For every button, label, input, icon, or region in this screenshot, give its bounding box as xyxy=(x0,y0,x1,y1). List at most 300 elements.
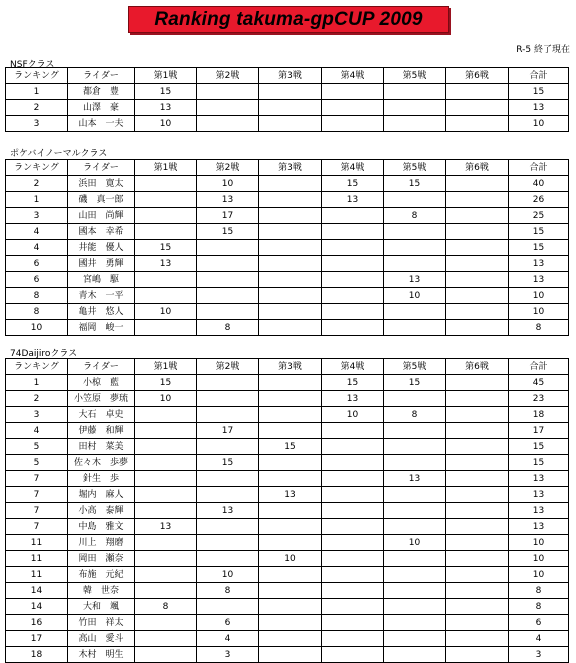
table-row xyxy=(6,567,569,583)
cell-race3 xyxy=(259,240,322,256)
table-row xyxy=(6,304,569,320)
column-header-rank: ランキング xyxy=(6,68,68,84)
cell-race4 xyxy=(322,240,384,256)
cell-race4: 13 xyxy=(322,391,384,407)
cell-total: 8 xyxy=(509,320,569,336)
cell-race1 xyxy=(135,288,197,304)
cell-race2: 10 xyxy=(197,567,259,583)
cell-rank: 2 xyxy=(6,100,68,116)
cell-race2: 3 xyxy=(197,647,259,663)
cell-total: 3 xyxy=(509,647,569,663)
table-row xyxy=(6,487,569,503)
column-header-total: 合計 xyxy=(509,68,569,84)
cell-race6 xyxy=(446,192,509,208)
column-header-race3: 第3戦 xyxy=(259,359,322,375)
cell-race6 xyxy=(446,256,509,272)
cell-race5 xyxy=(384,116,446,132)
column-header-race1: 第1戦 xyxy=(135,160,197,176)
cell-rank: 11 xyxy=(6,551,68,567)
column-header-race6: 第6戦 xyxy=(446,160,509,176)
cell-race2 xyxy=(197,487,259,503)
cell-race4 xyxy=(322,599,384,615)
table-row xyxy=(6,272,569,288)
cell-race1: 10 xyxy=(135,391,197,407)
cell-rank: 7 xyxy=(6,487,68,503)
cell-race6 xyxy=(446,224,509,240)
table-row xyxy=(6,503,569,519)
column-header-race1: 第1戦 xyxy=(135,68,197,84)
column-header-rider: ライダー xyxy=(68,68,135,84)
column-header-race2: 第2戦 xyxy=(197,68,259,84)
cell-total: 13 xyxy=(509,487,569,503)
cell-race6 xyxy=(446,391,509,407)
cell-total: 13 xyxy=(509,471,569,487)
cell-rank: 16 xyxy=(6,615,68,631)
table-row xyxy=(6,455,569,471)
cell-race3 xyxy=(259,272,322,288)
status-text: R-5 終了現在 xyxy=(516,45,570,55)
cell-race3 xyxy=(259,631,322,647)
cell-race2: 4 xyxy=(197,631,259,647)
cell-race2: 10 xyxy=(197,176,259,192)
cell-rider: 木村 明生 xyxy=(68,647,135,663)
cell-race5 xyxy=(384,519,446,535)
cell-total: 10 xyxy=(509,116,569,132)
cell-race2: 17 xyxy=(197,423,259,439)
cell-race6 xyxy=(446,100,509,116)
cell-total: 13 xyxy=(509,272,569,288)
cell-race4 xyxy=(322,100,384,116)
cell-race5 xyxy=(384,391,446,407)
cell-race5 xyxy=(384,487,446,503)
cell-total: 45 xyxy=(509,375,569,391)
cell-race3 xyxy=(259,503,322,519)
column-header-race3: 第3戦 xyxy=(259,160,322,176)
table-row xyxy=(6,375,569,391)
cell-rank: 5 xyxy=(6,439,68,455)
cell-race4 xyxy=(322,551,384,567)
cell-race6 xyxy=(446,240,509,256)
cell-rider: 中島 雅文 xyxy=(68,519,135,535)
cell-rider: 福岡 峻一 xyxy=(68,320,135,336)
cell-race5 xyxy=(384,224,446,240)
cell-rider: 高山 愛斗 xyxy=(68,631,135,647)
cell-race1 xyxy=(135,192,197,208)
cell-race3 xyxy=(259,519,322,535)
table-row xyxy=(6,116,569,132)
column-header-total: 合計 xyxy=(509,160,569,176)
cell-race6 xyxy=(446,647,509,663)
cell-race1: 15 xyxy=(135,240,197,256)
cell-race1 xyxy=(135,455,197,471)
cell-race4 xyxy=(322,471,384,487)
cell-race5 xyxy=(384,551,446,567)
cell-rank: 1 xyxy=(6,192,68,208)
cell-total: 8 xyxy=(509,583,569,599)
cell-race6 xyxy=(446,615,509,631)
cell-race6 xyxy=(446,272,509,288)
cell-total: 18 xyxy=(509,407,569,423)
cell-race5 xyxy=(384,631,446,647)
cell-race5: 10 xyxy=(384,535,446,551)
cell-race5: 15 xyxy=(384,375,446,391)
cell-race3 xyxy=(259,288,322,304)
column-header-race2: 第2戦 xyxy=(197,359,259,375)
cell-total: 26 xyxy=(509,192,569,208)
cell-race6 xyxy=(446,304,509,320)
cell-race6 xyxy=(446,535,509,551)
cell-race4 xyxy=(322,116,384,132)
cell-race1 xyxy=(135,647,197,663)
cell-total: 25 xyxy=(509,208,569,224)
cell-race5 xyxy=(384,192,446,208)
cell-race2 xyxy=(197,599,259,615)
table-row xyxy=(6,471,569,487)
cell-race4 xyxy=(322,487,384,503)
cell-rank: 10 xyxy=(6,320,68,336)
ranking-table-nsf xyxy=(5,67,569,132)
cell-rider: 磯 真一郎 xyxy=(68,192,135,208)
cell-race5 xyxy=(384,615,446,631)
cell-race5 xyxy=(384,100,446,116)
class-name-pokebike: ポケバイノーマルクラス xyxy=(10,149,108,159)
cell-rider: 小高 泰輝 xyxy=(68,503,135,519)
cell-total: 15 xyxy=(509,240,569,256)
cell-total: 10 xyxy=(509,304,569,320)
cell-race2 xyxy=(197,439,259,455)
cell-race4 xyxy=(322,455,384,471)
cell-race2 xyxy=(197,116,259,132)
cell-total: 10 xyxy=(509,551,569,567)
cell-race2 xyxy=(197,240,259,256)
cell-race6 xyxy=(446,439,509,455)
class-name-nsf: NSFクラス xyxy=(10,60,55,70)
cell-total: 10 xyxy=(509,567,569,583)
cell-race1 xyxy=(135,224,197,240)
cell-race1: 10 xyxy=(135,304,197,320)
cell-race5 xyxy=(384,256,446,272)
cell-rank: 7 xyxy=(6,471,68,487)
cell-race4 xyxy=(322,320,384,336)
cell-race6 xyxy=(446,176,509,192)
cell-rider: 山本 一夫 xyxy=(68,116,135,132)
cell-race2 xyxy=(197,272,259,288)
cell-race6 xyxy=(446,599,509,615)
cell-race1: 8 xyxy=(135,599,197,615)
cell-rider: 田村 菜美 xyxy=(68,439,135,455)
cell-race1: 15 xyxy=(135,84,197,100)
cell-race6 xyxy=(446,519,509,535)
table-header-row xyxy=(6,359,569,375)
cell-race3 xyxy=(259,615,322,631)
cell-rider: 山澤 豪 xyxy=(68,100,135,116)
cell-race4 xyxy=(322,256,384,272)
table-row xyxy=(6,84,569,100)
table-row xyxy=(6,176,569,192)
cell-race1 xyxy=(135,272,197,288)
cell-race6 xyxy=(446,320,509,336)
table-row xyxy=(6,631,569,647)
cell-race5 xyxy=(384,647,446,663)
cell-race5: 10 xyxy=(384,288,446,304)
cell-race6 xyxy=(446,503,509,519)
cell-rank: 1 xyxy=(6,84,68,100)
cell-race4 xyxy=(322,647,384,663)
cell-race5: 13 xyxy=(384,272,446,288)
cell-race1 xyxy=(135,320,197,336)
cell-total: 6 xyxy=(509,615,569,631)
cell-total: 15 xyxy=(509,455,569,471)
cell-rider: 井能 優人 xyxy=(68,240,135,256)
cell-rider: 大和 颯 xyxy=(68,599,135,615)
cell-race4 xyxy=(322,503,384,519)
cell-total: 13 xyxy=(509,100,569,116)
cell-race3 xyxy=(259,256,322,272)
cell-rank: 6 xyxy=(6,256,68,272)
cell-rider: 竹田 祥太 xyxy=(68,615,135,631)
cell-race3 xyxy=(259,535,322,551)
cell-race3 xyxy=(259,224,322,240)
cell-rank: 4 xyxy=(6,423,68,439)
cell-race1: 13 xyxy=(135,100,197,116)
cell-rank: 3 xyxy=(6,407,68,423)
table-row xyxy=(6,288,569,304)
cell-race2: 13 xyxy=(197,503,259,519)
cell-rider: 小椋 藍 xyxy=(68,375,135,391)
cell-race1 xyxy=(135,439,197,455)
table-row xyxy=(6,535,569,551)
title-banner xyxy=(128,6,449,33)
cell-race1: 15 xyxy=(135,375,197,391)
table-row xyxy=(6,320,569,336)
table-row xyxy=(6,391,569,407)
cell-rider: 堀内 麻人 xyxy=(68,487,135,503)
cell-race5 xyxy=(384,583,446,599)
cell-race5: 8 xyxy=(384,208,446,224)
cell-race1 xyxy=(135,208,197,224)
table-row xyxy=(6,599,569,615)
column-header-rider: ライダー xyxy=(68,359,135,375)
cell-race2: 17 xyxy=(197,208,259,224)
cell-race2 xyxy=(197,551,259,567)
cell-race4 xyxy=(322,84,384,100)
cell-race3 xyxy=(259,567,322,583)
cell-race1 xyxy=(135,535,197,551)
cell-race3 xyxy=(259,407,322,423)
cell-race3 xyxy=(259,455,322,471)
cell-total: 10 xyxy=(509,288,569,304)
cell-rank: 14 xyxy=(6,599,68,615)
cell-race4 xyxy=(322,519,384,535)
cell-race1: 13 xyxy=(135,519,197,535)
cell-race2 xyxy=(197,519,259,535)
cell-total: 13 xyxy=(509,519,569,535)
cell-race4 xyxy=(322,272,384,288)
table-row xyxy=(6,192,569,208)
cell-rank: 2 xyxy=(6,391,68,407)
cell-total: 40 xyxy=(509,176,569,192)
cell-total: 10 xyxy=(509,535,569,551)
cell-race2 xyxy=(197,391,259,407)
cell-race3 xyxy=(259,471,322,487)
cell-race1 xyxy=(135,423,197,439)
cell-race1 xyxy=(135,615,197,631)
cell-race6 xyxy=(446,84,509,100)
cell-race4 xyxy=(322,208,384,224)
table-header-row xyxy=(6,68,569,84)
cell-rider: 青木 一平 xyxy=(68,288,135,304)
cell-race4 xyxy=(322,631,384,647)
table-row xyxy=(6,407,569,423)
cell-race6 xyxy=(446,551,509,567)
cell-race3 xyxy=(259,100,322,116)
cell-race3 xyxy=(259,304,322,320)
cell-rider: 岡田 瀬奈 xyxy=(68,551,135,567)
table-row xyxy=(6,224,569,240)
cell-rider: 宮嶋 駆 xyxy=(68,272,135,288)
table-row xyxy=(6,100,569,116)
column-header-total: 合計 xyxy=(509,359,569,375)
cell-race6 xyxy=(446,288,509,304)
cell-race3 xyxy=(259,116,322,132)
cell-rank: 8 xyxy=(6,288,68,304)
cell-race6 xyxy=(446,407,509,423)
cell-race3 xyxy=(259,391,322,407)
cell-race3 xyxy=(259,423,322,439)
cell-race4 xyxy=(322,535,384,551)
cell-race2 xyxy=(197,304,259,320)
cell-race6 xyxy=(446,487,509,503)
cell-race5: 15 xyxy=(384,176,446,192)
cell-total: 15 xyxy=(509,439,569,455)
cell-total: 4 xyxy=(509,631,569,647)
cell-rider: 韓 世奈 xyxy=(68,583,135,599)
cell-total: 13 xyxy=(509,256,569,272)
cell-race1 xyxy=(135,407,197,423)
cell-race6 xyxy=(446,631,509,647)
cell-race1: 13 xyxy=(135,256,197,272)
cell-rank: 2 xyxy=(6,176,68,192)
cell-race1 xyxy=(135,631,197,647)
page-title: Ranking takuma-gpCUP 2009 xyxy=(154,8,423,30)
cell-race3: 13 xyxy=(259,487,322,503)
cell-race4 xyxy=(322,224,384,240)
cell-race2: 8 xyxy=(197,583,259,599)
cell-race2 xyxy=(197,256,259,272)
cell-race2: 13 xyxy=(197,192,259,208)
cell-rider: 針生 歩 xyxy=(68,471,135,487)
column-header-race4: 第4戦 xyxy=(322,68,384,84)
cell-race2: 15 xyxy=(197,224,259,240)
cell-race5 xyxy=(384,304,446,320)
cell-rider: 浜田 寛太 xyxy=(68,176,135,192)
cell-rank: 17 xyxy=(6,631,68,647)
cell-total: 13 xyxy=(509,503,569,519)
cell-race2: 15 xyxy=(197,455,259,471)
cell-race2 xyxy=(197,100,259,116)
cell-race2 xyxy=(197,535,259,551)
table-row xyxy=(6,240,569,256)
cell-race1: 10 xyxy=(135,116,197,132)
table-row xyxy=(6,423,569,439)
cell-rider: 川上 翔磨 xyxy=(68,535,135,551)
cell-race1 xyxy=(135,176,197,192)
cell-race6 xyxy=(446,471,509,487)
cell-rider: 都倉 豊 xyxy=(68,84,135,100)
column-header-race6: 第6戦 xyxy=(446,359,509,375)
cell-rank: 14 xyxy=(6,583,68,599)
table-row xyxy=(6,647,569,663)
cell-race5 xyxy=(384,567,446,583)
cell-race5: 13 xyxy=(384,471,446,487)
cell-rank: 7 xyxy=(6,519,68,535)
cell-race2 xyxy=(197,407,259,423)
cell-race6 xyxy=(446,567,509,583)
cell-rank: 5 xyxy=(6,455,68,471)
column-header-race4: 第4戦 xyxy=(322,359,384,375)
cell-rank: 4 xyxy=(6,224,68,240)
cell-race2 xyxy=(197,375,259,391)
cell-race5 xyxy=(384,503,446,519)
cell-race3 xyxy=(259,647,322,663)
cell-race3 xyxy=(259,84,322,100)
cell-rider: 亀井 悠人 xyxy=(68,304,135,320)
cell-race3 xyxy=(259,320,322,336)
column-header-race5: 第5戦 xyxy=(384,160,446,176)
cell-race4 xyxy=(322,567,384,583)
cell-race5 xyxy=(384,455,446,471)
cell-race5 xyxy=(384,599,446,615)
cell-race2 xyxy=(197,471,259,487)
cell-rider: 小笠原 夢琉 xyxy=(68,391,135,407)
column-header-race1: 第1戦 xyxy=(135,359,197,375)
cell-race4: 15 xyxy=(322,375,384,391)
cell-race1 xyxy=(135,551,197,567)
cell-rank: 3 xyxy=(6,208,68,224)
column-header-race2: 第2戦 xyxy=(197,160,259,176)
class-name-74daijiro: 74Daijiroクラス xyxy=(10,349,78,359)
column-header-race6: 第6戦 xyxy=(446,68,509,84)
cell-race6 xyxy=(446,208,509,224)
cell-total: 8 xyxy=(509,599,569,615)
cell-rank: 3 xyxy=(6,116,68,132)
cell-race4: 15 xyxy=(322,176,384,192)
cell-total: 15 xyxy=(509,224,569,240)
cell-race1 xyxy=(135,503,197,519)
cell-rank: 11 xyxy=(6,567,68,583)
cell-race6 xyxy=(446,375,509,391)
cell-race3 xyxy=(259,599,322,615)
cell-rank: 18 xyxy=(6,647,68,663)
cell-race3 xyxy=(259,583,322,599)
cell-race4 xyxy=(322,439,384,455)
table-row xyxy=(6,583,569,599)
cell-race3 xyxy=(259,208,322,224)
cell-race1 xyxy=(135,583,197,599)
column-header-rider: ライダー xyxy=(68,160,135,176)
cell-rider: 國井 勇輝 xyxy=(68,256,135,272)
cell-race1 xyxy=(135,567,197,583)
column-header-race5: 第5戦 xyxy=(384,68,446,84)
cell-race6 xyxy=(446,455,509,471)
cell-race3: 10 xyxy=(259,551,322,567)
cell-rider: 伊藤 和輝 xyxy=(68,423,135,439)
cell-total: 17 xyxy=(509,423,569,439)
cell-race3: 15 xyxy=(259,439,322,455)
table-header-row xyxy=(6,160,569,176)
cell-rider: 布施 元紀 xyxy=(68,567,135,583)
cell-race6 xyxy=(446,423,509,439)
